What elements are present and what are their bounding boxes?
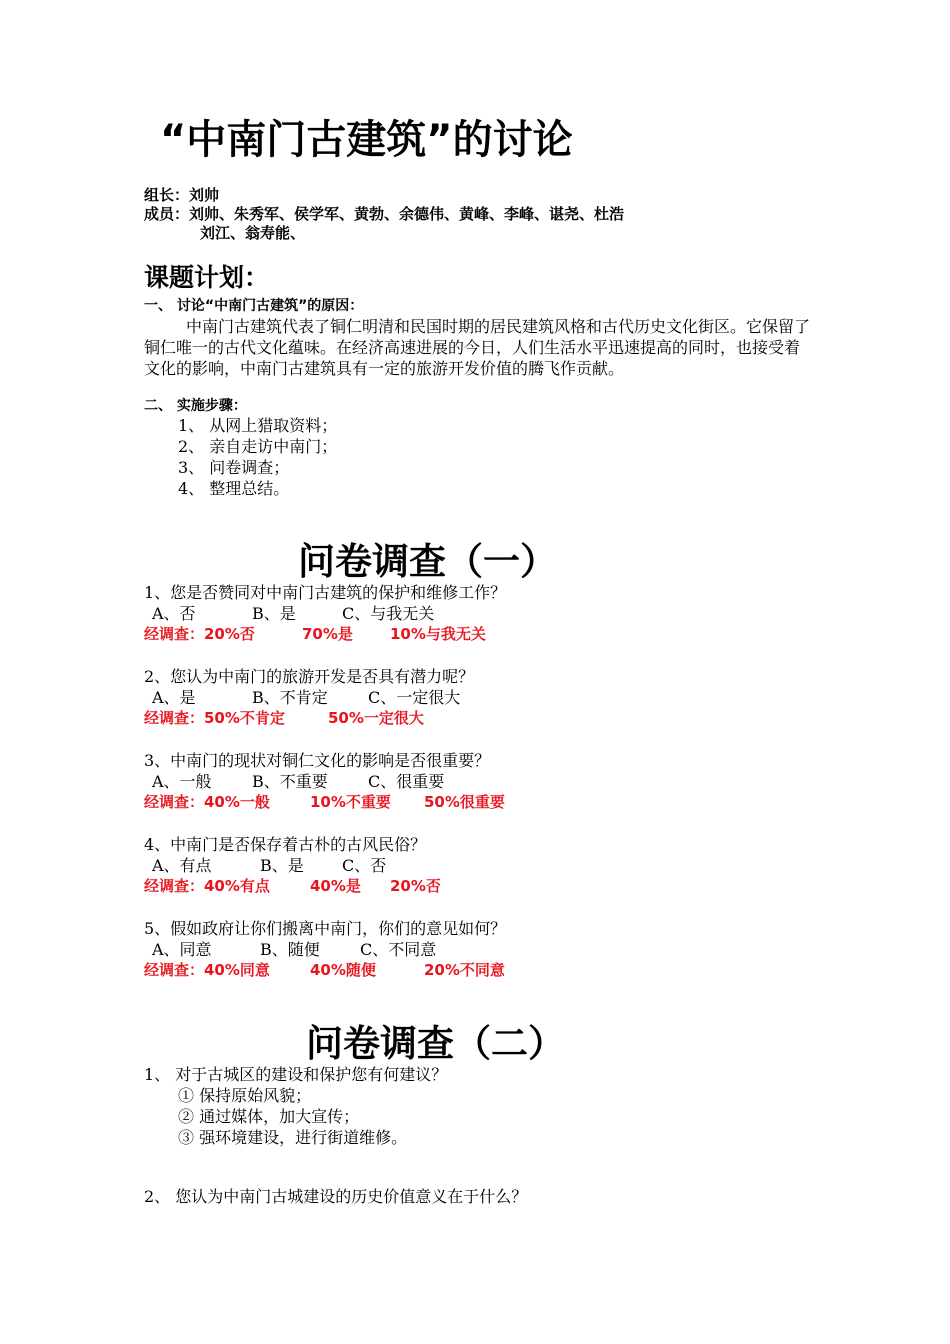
result-item: 经调查：40%一般 [144, 793, 270, 811]
question-options [152, 603, 434, 624]
option: B、不肯定 [252, 688, 328, 707]
question-options [152, 855, 386, 876]
members-line-2: 刘江、翁寿能、 [200, 224, 306, 242]
option: C、否 [342, 856, 387, 875]
survey-result [144, 792, 505, 813]
result-item: 20%否 [390, 877, 441, 895]
survey-question: 4、中南门是否保存着古朴的古风民俗？ [144, 835, 427, 854]
survey-2-question-2: 2、 您认为中南门古城建设的历史价值意义在于什么？ [144, 1187, 528, 1206]
result-item: 经调查：20%否 [144, 625, 255, 643]
suggestion-item: ② 通过媒体，加大宣传； [178, 1107, 360, 1126]
plan-heading: 课题计划： [144, 263, 270, 292]
survey-1-title: 问卷调查（一） [298, 540, 557, 583]
section-1-heading: 一、 讨论“中南门古建筑”的原因： [144, 298, 364, 314]
members-line-1: 成员：刘帅、朱秀军、侯学军、黄勃、余德伟、黄峰、李峰、谌尧、杜浩 [144, 205, 625, 223]
question-options [152, 687, 460, 708]
step-item: 1、 从网上猎取资料； [178, 416, 338, 435]
survey-result [144, 708, 424, 729]
group-leader: 组长：刘帅 [144, 186, 220, 204]
result-item: 经调查：50%不肯定 [144, 709, 285, 727]
option: A、同意 [152, 940, 212, 959]
survey-question: 2、您认为中南门的旅游开发是否具有潜力呢？ [144, 667, 475, 686]
survey-result [144, 960, 505, 981]
survey-result [144, 876, 441, 897]
option: B、随便 [260, 940, 320, 959]
result-item: 经调查：40%同意 [144, 961, 270, 979]
suggestion-item: ③ 强环境建设，进行街道维修。 [178, 1128, 408, 1147]
section-2-heading: 二、 实施步骤： [144, 398, 247, 414]
result-item: 10%与我无关 [390, 625, 486, 643]
result-item: 20%不同意 [424, 961, 505, 979]
section-1-text: 中南门古建筑代表了铜仁明清和民国时期的居民建筑风格和古代历史文化街区。它保留了铜仁唯一的古代文化蕴味。在经济高速进展的今日，人们生活水平迅速提高的同时，也接受着文化的影响，中南门古建筑具有一定的旅游开发价值的腾飞作贡献。 [144, 317, 811, 378]
survey-2-title: 问卷调查（二） [306, 1022, 565, 1065]
question-options [152, 771, 444, 792]
result-item: 50%很重要 [424, 793, 505, 811]
section-1-paragraph [144, 316, 812, 379]
result-item: 70%是 [302, 625, 353, 643]
question-options [152, 939, 436, 960]
survey-question: 3、中南门的现状对铜仁文化的影响是否很重要？ [144, 751, 491, 770]
step-item: 3、 问卷调查； [178, 458, 290, 477]
result-item: 经调查：40%有点 [144, 877, 270, 895]
option: A、是 [152, 688, 196, 707]
step-item: 2、 亲自走访中南门； [178, 437, 338, 456]
suggestion-item: ① 保持原始风貌； [178, 1086, 312, 1105]
step-item: 4、 整理总结。 [178, 479, 290, 498]
option: C、不同意 [360, 940, 437, 959]
option: B、是 [252, 604, 296, 623]
document-title: “中南门古建筑”的讨论 [160, 117, 573, 163]
option: A、否 [152, 604, 196, 623]
option: A、一般 [152, 772, 212, 791]
option: B、不重要 [252, 772, 328, 791]
option: C、一定很大 [368, 688, 461, 707]
option: A、有点 [152, 856, 212, 875]
option: B、是 [260, 856, 304, 875]
option: C、很重要 [368, 772, 445, 791]
survey-result [144, 624, 486, 645]
survey-question: 1、您是否赞同对中南门古建筑的保护和维修工作？ [144, 583, 507, 602]
survey-question: 5、假如政府让你们搬离中南门，你们的意见如何？ [144, 919, 507, 938]
result-item: 10%不重要 [310, 793, 391, 811]
option: C、与我无关 [342, 604, 435, 623]
result-item: 40%随便 [310, 961, 376, 979]
result-item: 50%一定很大 [328, 709, 424, 727]
result-item: 40%是 [310, 877, 361, 895]
survey-2-question-1: 1、 对于古城区的建设和保护您有何建议？ [144, 1065, 448, 1084]
